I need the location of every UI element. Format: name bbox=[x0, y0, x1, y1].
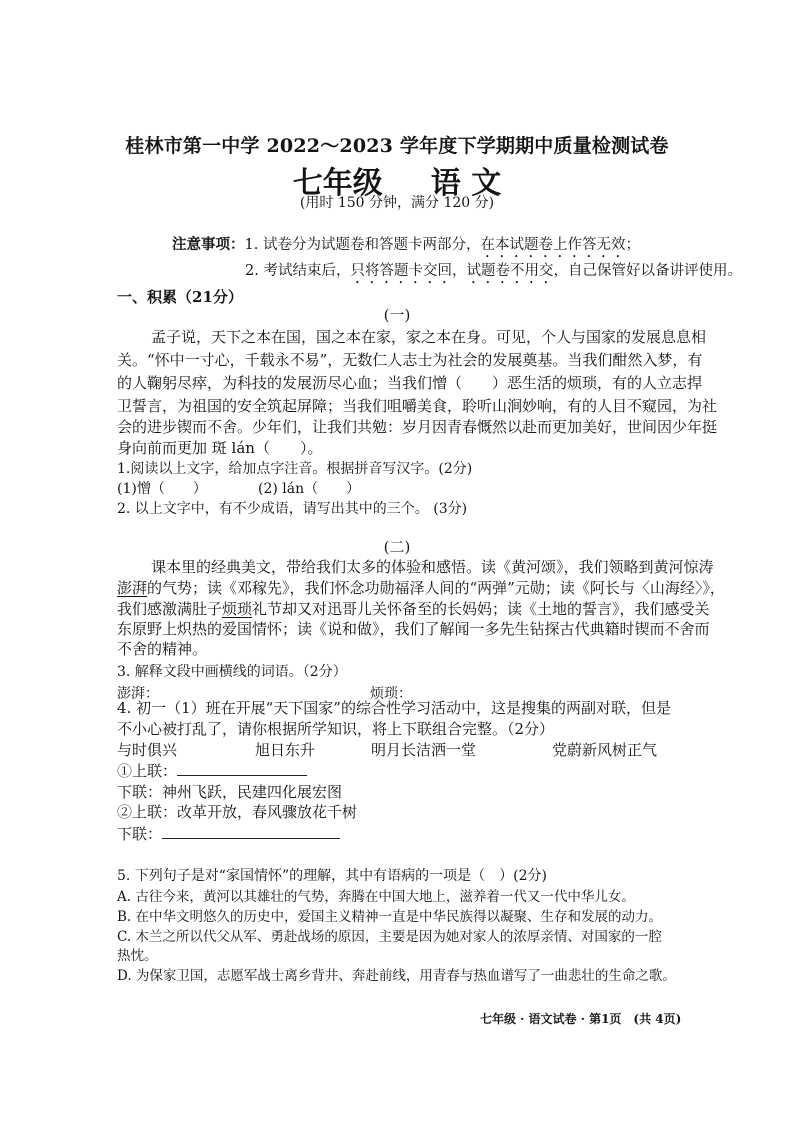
option-b: B. 在中华文明悠久的历史中，爱国主义精神一直是中华民族得以凝聚、生存和发展的动力。 bbox=[117, 909, 663, 925]
question-2: 2. 以上文字中，有不少成语，请写出其中的三个。 (3分) bbox=[117, 501, 468, 517]
passage-2-line: 东原野上炽热的爱国情怀；读《说和做》，我们了解闻一多先生钻探古代典籍时锲而不舍而 bbox=[117, 620, 710, 638]
notice-item-2-end: ，自己保管好以备讲评使用。 bbox=[553, 263, 742, 279]
passage-1-line: 会的进步锲而不舍。少年们，让我们共勉：岁月因青春慨然以赴而更加美好，世间因少年挺 bbox=[117, 418, 718, 436]
passage-2-text: 我们感激满肚子 bbox=[117, 600, 223, 618]
passage-1-line: 的人鞠躬尽瘁，为科技的发展沥尽心血；当我们憎（ ）恶生活的烦琐，有的人立志捍 bbox=[117, 374, 703, 392]
passage-1-line: 孟子说，天下之本在国，国之本在家，家之本在身。可见，个人与国家的发展息息相 bbox=[151, 328, 707, 346]
passage-2-line: 不舍的精神。 bbox=[117, 640, 208, 658]
question-1-a: (1)憎（ ） bbox=[117, 481, 207, 497]
option-item: 明月长洁洒一堂 bbox=[371, 741, 477, 759]
passage-1-line: 身向前而更加 斑 lán（ ）。 bbox=[117, 439, 323, 457]
question-3-b: 烦琐： bbox=[370, 686, 412, 702]
passage-2-line bbox=[117, 577, 725, 599]
option-d: D. 为保家卫国，志愿军战士离乡背井、奔赴前线，用青春与热血谱写了一曲悲壮的生命之歌。 bbox=[117, 968, 676, 984]
exam-title: 桂林市第一中学 2022～2023 学年度下学期期中质量检测试卷 bbox=[125, 135, 669, 157]
answer-blank bbox=[177, 761, 307, 776]
notice-item-1-emphasis: 在本试题卷上作答无效 bbox=[480, 237, 626, 253]
passage-2-line bbox=[117, 598, 710, 620]
question-3-a: 澎湃： bbox=[117, 686, 159, 702]
notice-line-2 bbox=[245, 259, 742, 287]
question-3: 3. 解释文段中画横线的词语。（2分） bbox=[117, 664, 347, 680]
underlined-word-pengpai: 澎湃 bbox=[117, 579, 148, 597]
question-4-line: 4. 初一（1）班在开展“天下国家”的综合性学习活动中，这是搜集的两副对联，但是 bbox=[117, 699, 671, 717]
time-info: (用时 150 分钟，满分 120 分) bbox=[299, 195, 495, 211]
passage-2-text: 的气势；读《邓稼先》，我们怀念功勋福泽人间的“两弹”元勋；读《阿长与〈山海经〉》， bbox=[147, 579, 725, 597]
passage-1-line: 卫誓言，为祖国的安全筑起屏障；当我们咀嚼美食，聆听山涧妙响，有的人目不窥园，为社 bbox=[117, 397, 718, 415]
underlined-word-fansuo: 烦琐 bbox=[222, 600, 253, 618]
section-title: 一、积累（21分） bbox=[117, 288, 243, 306]
couplet-1-upper bbox=[117, 760, 307, 782]
couplet-2-upper: ②上联：改革开放，春风骤放花千树 bbox=[117, 803, 358, 821]
option-c-cont: 热忱。 bbox=[117, 948, 158, 964]
notice-item-1: 1. 试卷分为试题卷和答题卡两部分， bbox=[244, 237, 481, 253]
question-1-b: (2) lán（ ） bbox=[258, 481, 361, 497]
question-4-line: 不小心被打乱了，请你根据所学知识，将上下联组合完整。（2分） bbox=[117, 720, 555, 738]
option-a: A. 古往今来，黄河以其雄壮的气势，奔腾在中国大地上，滋养着一代又一代中华儿女。 bbox=[117, 889, 635, 905]
question-1: 1.阅读以上文字，给加点字注音。根据拼音写汉字。(2分) bbox=[117, 461, 473, 477]
couplet-2-lower bbox=[117, 823, 340, 845]
passage-2-text: 礼节却又对迅哥儿关怀备至的长妈妈；读《土地的誓言》，我们感受关 bbox=[252, 600, 710, 618]
passage-1-line: 关。“怀中一寸心，千载永不易”，无数仁人志士为社会的发展奠基。当我们酣然入梦，有 bbox=[117, 351, 703, 369]
passage-2-line: 课本里的经典美文，带给我们太多的体验和感悟。读《黄河颂》，我们领略到黄河惊涛 bbox=[151, 558, 714, 576]
grade-label: 七年级 bbox=[292, 166, 383, 201]
option-item: 党蔚新风树正气 bbox=[552, 741, 658, 759]
part-1-label: (一) bbox=[383, 306, 411, 324]
couplet-2-lower-label: 下联： bbox=[117, 825, 163, 843]
notice-label: 注意事项： bbox=[172, 236, 245, 253]
notice-item-2-emphasis: 只将答题卡交回，试题卷不用交 bbox=[350, 263, 554, 279]
option-item: 与时俱兴 bbox=[117, 741, 178, 759]
answer-blank bbox=[162, 824, 340, 839]
option-c: C. 木兰之所以代父从军、勇赴战场的原因，主要是因为她对家人的浓厚亲情、对国家的一腔 bbox=[117, 929, 662, 945]
couplet-1-upper-label: ①上联： bbox=[117, 762, 178, 780]
notice-item-2: 2. 考试结束后， bbox=[245, 263, 351, 279]
page-footer: 七年级 · 语文试卷 · 第1页 (共 4页) bbox=[480, 1012, 682, 1026]
part-2-label: (二) bbox=[383, 538, 411, 556]
notice-item-1-end: ； bbox=[625, 237, 640, 253]
notice-line-1 bbox=[172, 233, 640, 261]
couplet-1-lower: 下联：神州飞跃，民建四化展宏图 bbox=[117, 783, 343, 801]
question-5: 5. 下列句子是对“家国情怀”的理解，其中有语病的一项是（ ）(2分) bbox=[117, 868, 547, 884]
subject-label: 语 文 bbox=[430, 166, 502, 201]
option-item: 旭日东升 bbox=[255, 741, 316, 759]
